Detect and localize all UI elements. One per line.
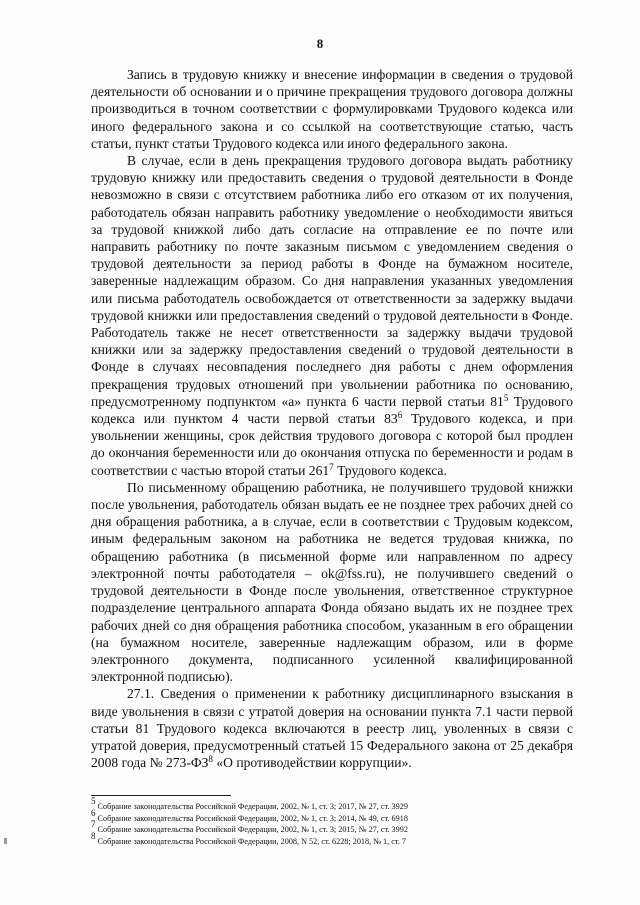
document-body — [91, 66, 573, 771]
text-segment: Трудового кодекса. — [333, 462, 447, 478]
footnote-text: Собрание законодательства Российской Федерации, 2002, № 1, ст. 3; 2014, № 49, ст. 6918 — [95, 813, 408, 823]
footnote-ref-5: 5 — [503, 392, 509, 403]
footnote-7 — [91, 819, 573, 836]
text-segment: В случае, если в день прекращения трудового договора выдать работнику трудовую книжку или предоставить сведения о трудовой деятельности в Фонде невозможно в связи с отсутствием работника либо его отказом от их получения, работодатель обязан направить работнику уведомление о необходимости явиться за трудовой книжкой либо дать согласие на отправление ее по почте или направить работнику по почте заказным письмом с уведомлением сведения о трудовой деятельности за период работы в Фонде на бумажном носителе, заверенные надлежащим образом. Со дня направления указанных уведомления или письма работодатель освобождается от ответственности за задержку выдачи трудовой книжки или предоставления сведений о трудовой деятельности в Фонде. Работодатель также не несет ответственности за задержку выдачи трудовой книжки или за задержку предоставления сведений о трудовой деятельности в Фонде в случаях несовпадения последнего дня работы с днем оформления прекращения трудовых отношений при увольнении работника по основанию, предусмотренному подпунктом «а» пункта 6 части первой статьи 81 — [91, 153, 573, 409]
footnotes — [91, 796, 573, 847]
text-segment: 27.1. Сведения о применении к работнику дисциплинарного взыскания в виде увольнения в связи с утратой доверия на основании пункта 7.1 части первой статьи 81 Трудового кодекса включаются в реестр лиц, уволенных в связи с утратой доверия, предусмотренный статьей 15 Федерального закона от 25 декабря 2008 года № 273-ФЗ — [91, 686, 573, 771]
footnote-mark: 8 — [91, 830, 96, 841]
text-segment: «О противодействии коррупции». — [212, 755, 412, 771]
scan-artifact — [4, 838, 7, 844]
page-number: 8 — [316, 36, 324, 51]
footnote-ref-8: 8 — [208, 754, 213, 765]
footnote-text: Собрание законодательства Российской Федерации, 2008, N 52, ст. 6228; 2018, № 1, ст. 7 — [95, 836, 407, 846]
footnote-separator — [91, 795, 231, 796]
paragraph-record-requirements: Запись в трудовую книжку и внесение информации в сведения о трудовой деятельности об основании и о причине прекращения трудового договора должны производиться в точном соответствии с формулировками Трудового кодекса или иного федерального закона и со ссылкой на соответствующие статью, часть статьи, пункт статьи Трудового кодекса или иного федерального закона. — [91, 67, 573, 151]
footnote-5 — [91, 796, 573, 813]
footnote-ref-7: 7 — [329, 461, 334, 472]
footnote-6 — [91, 807, 573, 825]
text-segment: Трудового кодекса, и при увольнении женщины, срок действия трудового договора с которой был продлен до окончания беременности или до окончания отпуска по беременности и родам в соответствии с частью второй статьи 261 — [91, 411, 573, 478]
footnote-mark: 7 — [91, 819, 96, 830]
text-segment: Трудового кодекса или пунктом 4 части первой статьи 83 — [91, 393, 573, 427]
footnote-text: Собрание законодательства Российской Федерации, 2002, № 1, ст. 3; 2015, № 27, ст. 3992 — [95, 825, 408, 835]
paragraph-absence-of-employee — [91, 152, 573, 479]
footnote-ref-6: 6 — [397, 410, 403, 421]
footnote-mark: 6 — [91, 807, 96, 818]
paragraph-written-request: По письменному обращению работника, не получившего трудовой книжки после увольнения, работодатель обязан выдать ее не позднее трех рабочих дней со дня обращения работника, а в случае, если в соответствии с Трудовым кодексом, иным федеральным законом на работника не ведется трудовая книжка, по обращению работника (в письменной форме или направленном по адресу электронной почты работодателя – ok@fss.ru), не получившего сведений о трудовой деятельности в Фонде после увольнения, ответственное структурное подразделение центрального аппарата Фонда обязано выдать их не позднее трех рабочих дней со дня обращения работника способом, указанным в его обращении (на бумажном носителе, заверенные надлежащим образом, или в форме электронного документа, подписанного усиленной квалифицированной электронной подписью). — [91, 479, 573, 685]
footnote-text: Собрание законодательства Российской Федерации, 2002, № 1, ст. 3; 2017, № 27, ст. 3929 — [95, 802, 408, 811]
paragraph-27-1 — [91, 685, 573, 771]
footnote-mark: 5 — [91, 796, 96, 806]
